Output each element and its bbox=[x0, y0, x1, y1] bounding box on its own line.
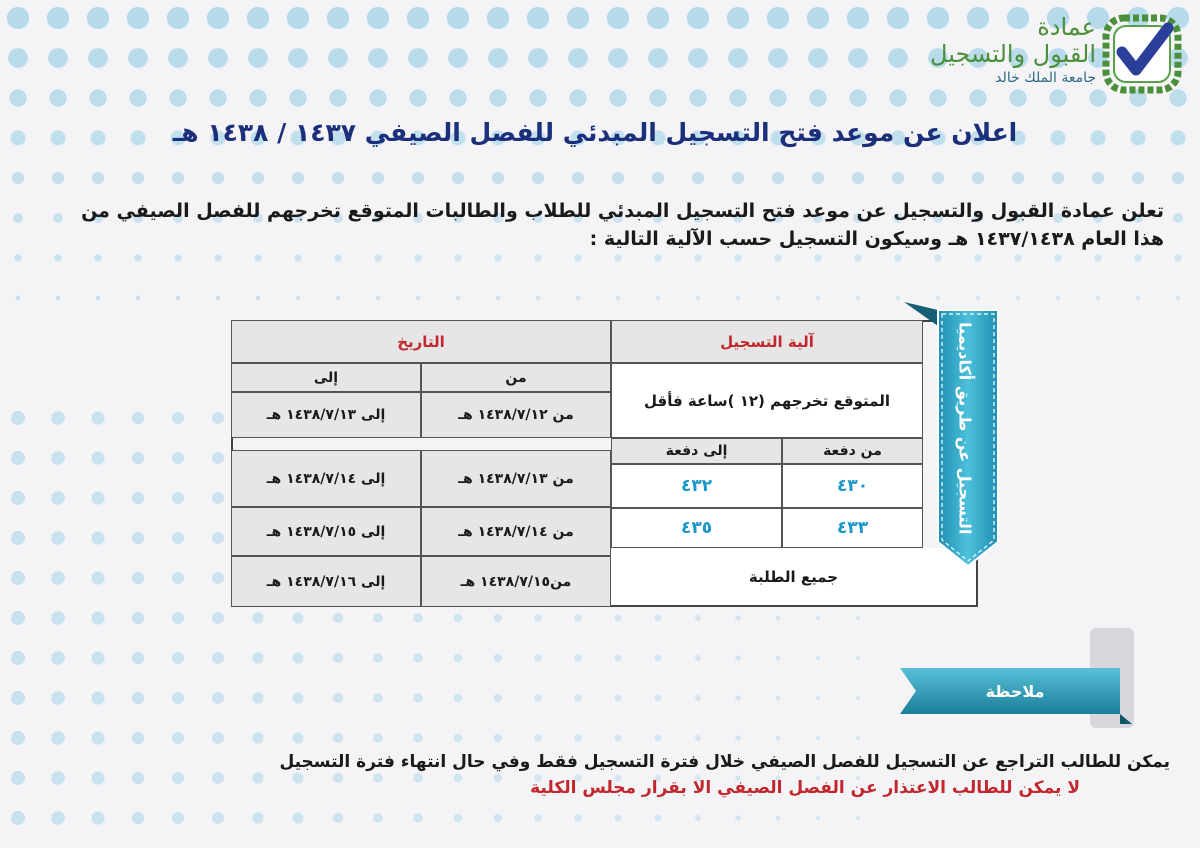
row-3-from: من ١٤٣٨/٧/١٤ هـ bbox=[421, 507, 611, 556]
logo-line-1: عمادة bbox=[1037, 13, 1096, 41]
batch-1-to: ٤٣٢ bbox=[611, 464, 782, 508]
row-4-to: إلى ١٤٣٨/٧/١٦ هـ bbox=[231, 556, 421, 607]
expected-graduates-cell: المتوقع تخرجهم (١٢ )ساعة فأقل bbox=[611, 363, 923, 438]
registration-schedule-table bbox=[231, 320, 978, 607]
intro-line-1: تعلن عمادة القبول والتسجيل عن موعد فتح التسجيل المبدئي للطلاب والطالبات المتوقع تخرجهم للفصل الصيفي من bbox=[81, 200, 1164, 222]
all-students-cell: جميع الطلبة bbox=[611, 548, 976, 605]
batch-2-to: ٤٣٥ bbox=[611, 508, 782, 548]
intro-paragraph bbox=[44, 197, 1164, 253]
to-batch-header: إلى دفعة bbox=[611, 438, 782, 464]
announcement-title: اعلان عن موعد فتح التسجيل المبدئي للفصل الصيفي ١٤٣٧ / ١٤٣٨ هـ bbox=[172, 118, 1018, 147]
intro-line-2: هذا العام ١٤٣٧/١٤٣٨ هـ وسيكون التسجيل حسب الآلية التالية : bbox=[589, 228, 1164, 250]
row-2-from: من ١٤٣٨/٧/١٣ هـ bbox=[421, 450, 611, 507]
deanship-logo-text bbox=[930, 14, 1096, 88]
note-label: ملاحظة bbox=[985, 681, 1045, 701]
from-header: من bbox=[421, 363, 611, 392]
row-2-to: إلى ١٤٣٨/٧/١٤ هـ bbox=[231, 450, 421, 507]
checkmark-seal-icon bbox=[1102, 14, 1182, 94]
row-4-from: من١٤٣٨/٧/١٥ هـ bbox=[421, 556, 611, 607]
note-warning-text: لا يمكن للطالب الاعتذار عن الفصل الصيفي الا بقرار مجلس الكلية bbox=[530, 778, 1080, 798]
row-3-to: إلى ١٤٣٨/٧/١٥ هـ bbox=[231, 507, 421, 556]
logo-line-3: جامعة الملك خالد bbox=[995, 70, 1096, 86]
date-header: التاريخ bbox=[231, 320, 611, 363]
mechanism-header: آلية التسجيل bbox=[611, 320, 923, 363]
logo-line-2: القبول والتسجيل bbox=[930, 40, 1096, 68]
batch-2-from: ٤٣٣ bbox=[782, 508, 923, 548]
row-1-from: من ١٤٣٨/٧/١٢ هـ bbox=[421, 392, 611, 438]
ribbon-label: التسجيل عن طريق أكاديميا bbox=[955, 321, 975, 535]
batch-1-from: ٤٣٠ bbox=[782, 464, 923, 508]
from-batch-header: من دفعة bbox=[782, 438, 923, 464]
row-1-to: إلى ١٤٣٨/٧/١٣ هـ bbox=[231, 392, 421, 438]
note-text: يمكن للطالب التراجع عن التسجيل للفصل الصيفي خلال فترة التسجيل فقط وفي حال انتهاء فترة التسجيل bbox=[279, 752, 1170, 772]
to-header: إلى bbox=[231, 363, 421, 392]
